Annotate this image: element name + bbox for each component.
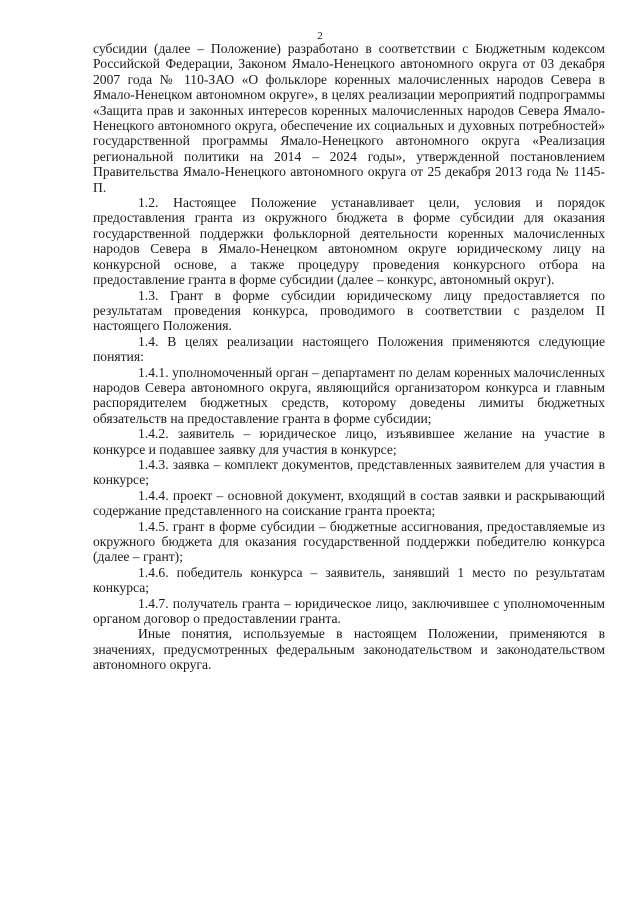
- paragraph-1-4-5: 1.4.5. грант в форме субсидии – бюджетные ассигнования, предоставляемые из окружного бюджета для оказания государственной поддержки победителю конкурса (далее – грант);: [93, 518, 605, 565]
- paragraph-1-4-1: 1.4.1. уполномоченный орган – департамент по делам коренных малочисленных народов Севера автономного округа, являющийся организатором конкурса и главным распорядителем бюджетных средств, которому доведены лимиты бюджетных обязательств на предоставление гранта в форме субсидии;: [93, 364, 605, 426]
- paragraph-other-terms: Иные понятия, используемые в настоящем Положении, применяются в значениях, предусмотренных федеральным законодательством и законодательством автономного округа.: [93, 626, 605, 673]
- paragraph-1-4-6: 1.4.6. победитель конкурса – заявитель, занявший 1 место по результатам конкурса;: [93, 564, 605, 596]
- page-number: 2: [317, 30, 323, 42]
- paragraph-1-4-2: 1.4.2. заявитель – юридическое лицо, изъявившее желание на участие в конкурсе и подавшее заявку для участия в конкурсе;: [93, 426, 605, 457]
- paragraph-1-4-3: 1.4.3. заявка – комплект документов, представленных заявителем для участия в конкурсе;: [93, 456, 605, 488]
- paragraph-1-4: 1.4. В целях реализации настоящего Положения применяются следующие понятия:: [93, 333, 605, 365]
- paragraph-1-3: 1.3. Грант в форме субсидии юридическому лицу предоставляется по результатам проведения конкурса, проводимого в соответствии с разделом II настоящего Положения.: [93, 287, 605, 334]
- paragraph-intro-continuation: субсидии (далее – Положение) разработано в соответствии с Бюджетным кодексом Российской Федерации, Законом Ямало-Ненецкого автономного округа от 03 декабря 2007 года № 110-ЗАО «О фольклоре коренных малочисленных народов Севера в Ямало-Ненецком автономном округе», в целях реализации мероприятий подпрограммы «Защита прав и законных интересов коренных малочисленных народов Севера Ямало-Ненецкого автономного округа, обеспечение их социальных и духовных потребностей» государственной программы Ямало-Ненецкого автономного округа «Реализация региональной политики на 2014 – 2024 годы», утвержденной постановлением Правительства Ямало-Ненецкого автономного округа от 25 декабря 2013 года № 1145-П.: [93, 41, 605, 195]
- document-body: [93, 41, 605, 673]
- paragraph-1-4-7: 1.4.7. получатель гранта – юридическое лицо, заключившее с уполномоченным органом договор о предоставлении гранта.: [93, 595, 605, 627]
- paragraph-1-2: 1.2. Настоящее Положение устанавливает цели, условия и порядок предоставления гранта из окружного бюджета в форме субсидии для оказания государственной поддержки фольклорной деятельности коренных малочисленных народов Севера в Ямало-Ненецком автономном округе юридическому лицу на конкурсной основе, а также процедуру проведения конкурсного отбора на предоставление гранта в форме субсидии (далее – конкурс, автономный округ).: [93, 195, 605, 288]
- paragraph-1-4-4: 1.4.4. проект – основной документ, входящий в состав заявки и раскрывающий содержание представленного на соискание гранта проекта;: [93, 487, 605, 519]
